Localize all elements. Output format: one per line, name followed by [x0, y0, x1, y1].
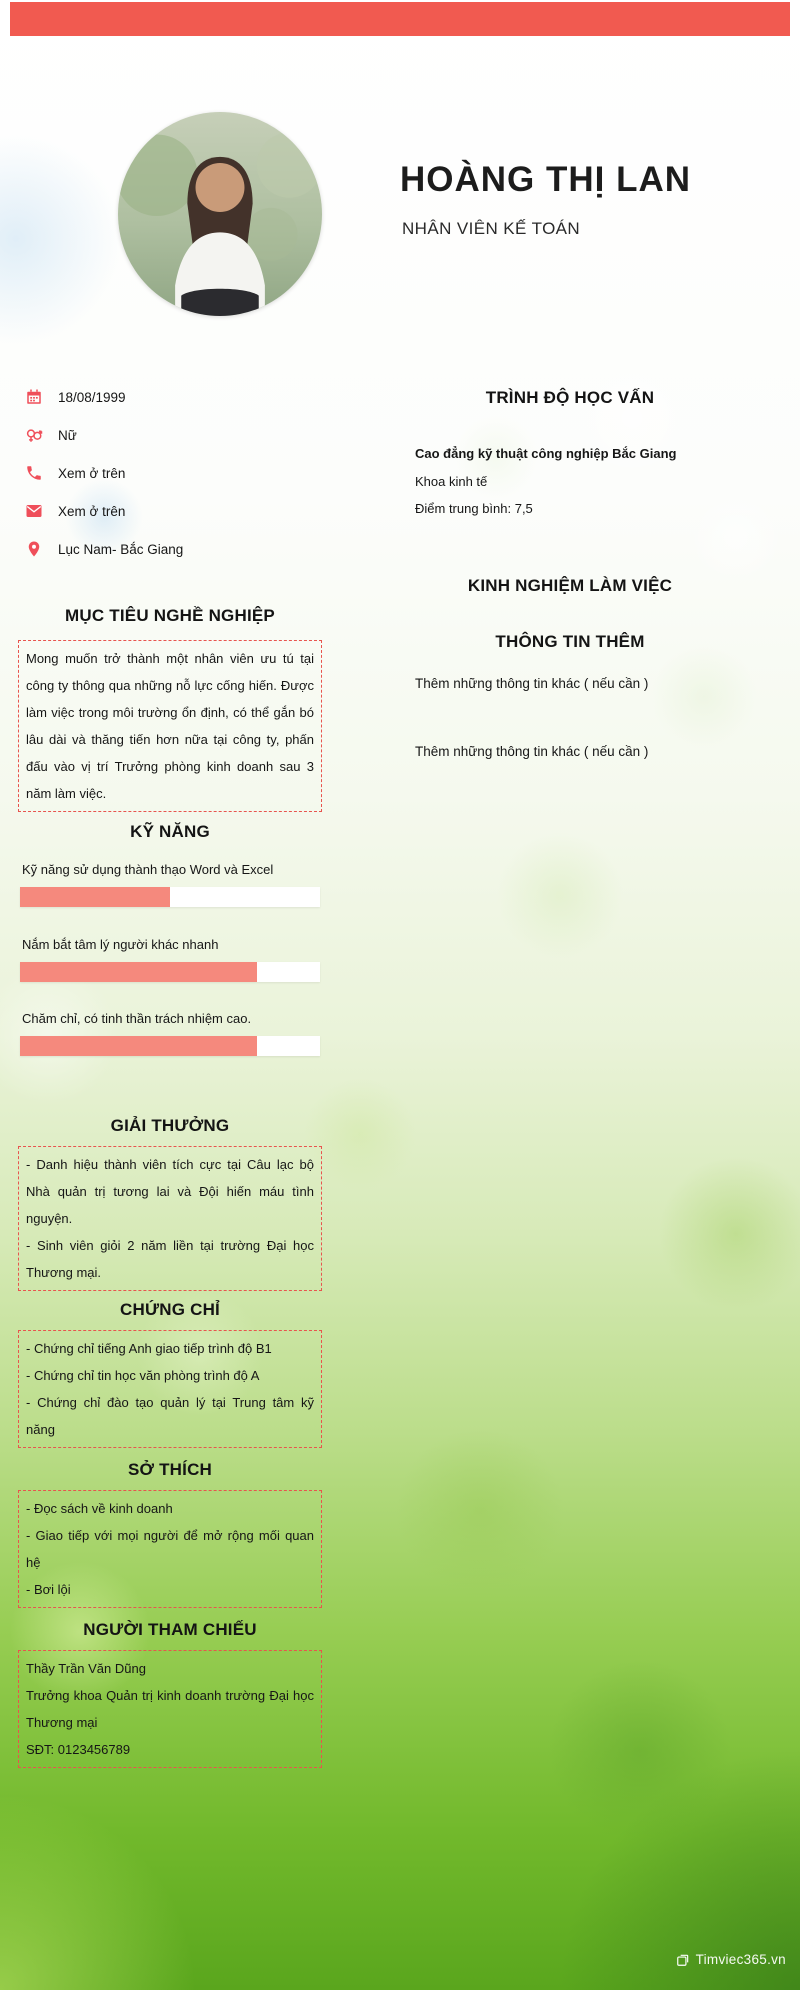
avatar-image: [118, 112, 322, 316]
top-accent-bar: [10, 2, 790, 36]
profile-photo: [118, 112, 322, 316]
skill-bar-fill: [20, 1036, 257, 1056]
candidate-title: NHÂN VIÊN KẾ TOÁN: [402, 219, 581, 238]
education-school: Cao đẳng kỹ thuật công nghiệp Bắc Giang: [415, 446, 677, 461]
award-item: - Sinh viên giỏi 2 năm liền tại trường Đại học Thương mại.: [26, 1238, 314, 1280]
contact-item-text: Lục Nam- Bắc Giang: [58, 541, 184, 557]
education-faculty: Khoa kinh tế: [415, 474, 488, 489]
certificates-box: [18, 1330, 322, 1448]
gender-icon: [25, 426, 43, 444]
skill-bar-fill: [20, 962, 257, 982]
section-heading-awards: GIẢI THƯỞNG: [110, 1116, 230, 1135]
skill-label: Kỹ năng sử dụng thành thạo Word và Excel: [22, 862, 274, 877]
education-gpa: Điểm trung bình: 7,5: [415, 501, 533, 516]
certificate-item: - Chứng chỉ tiếng Anh giao tiếp trình độ B1: [26, 1341, 272, 1356]
contact-item-text: Xem ở trên: [58, 503, 126, 519]
additional-note: Thêm những thông tin khác ( nếu cần ): [415, 676, 649, 691]
contact-item-gender: [25, 416, 325, 454]
section-heading-certificates: CHỨNG CHỈ: [120, 1300, 220, 1319]
hobbies-box: [18, 1490, 322, 1608]
contact-item-address: [25, 530, 325, 568]
contact-list: [25, 378, 325, 568]
skill-bar-fill: [20, 887, 170, 907]
references-box: [18, 1650, 322, 1768]
skill-label: Chăm chỉ, có tinh thần trách nhiệm cao.: [22, 1011, 252, 1026]
section-heading-additional-info: THÔNG TIN THÊM: [495, 632, 645, 651]
calendar-icon: [25, 388, 43, 406]
section-heading-objective: MỤC TIÊU NGHỀ NGHIỆP: [65, 606, 275, 625]
objective-text: Mong muốn trở thành một nhân viên ưu tú tại công ty thông qua những nỗ lực cống hiến. Được làm việc trong môi trường ổn định, có thể gắn bó lâu dài và thăng tiến hơn nữa tại công ty, phấn đấu vào vị trí Trưởng phòng kinh doanh sau 3 năm làm việc.: [26, 651, 314, 801]
email-icon: [25, 502, 43, 520]
skill-bar: [20, 887, 320, 907]
candidate-name: HOÀNG THỊ LAN: [400, 160, 692, 199]
section-heading-experience: KINH NGHIỆM LÀM VIỆC: [467, 576, 673, 595]
hobby-item: - Giao tiếp với mọi người để mở rộng mối quan hệ: [26, 1528, 314, 1570]
copy-icon: [676, 1953, 690, 1967]
skill-bar: [20, 962, 320, 982]
section-heading-references: NGƯỜI THAM CHIẾU: [83, 1620, 257, 1639]
additional-note: Thêm những thông tin khác ( nếu cần ): [415, 744, 649, 759]
hobby-item: - Bơi lội: [26, 1582, 71, 1597]
section-heading-education: TRÌNH ĐỘ HỌC VẤN: [485, 388, 655, 407]
contact-item-text: 18/08/1999: [58, 389, 126, 405]
section-heading-skills: KỸ NĂNG: [130, 822, 210, 841]
watermark: [676, 1952, 786, 1967]
contact-item-text: Nữ: [58, 427, 77, 443]
reference-line: Thầy Trần Văn Dũng: [26, 1661, 146, 1676]
watermark-text: Timviec365.vn: [695, 1952, 786, 1967]
reference-line: SĐT: 0123456789: [26, 1742, 131, 1757]
section-heading-hobbies: SỞ THÍCH: [127, 1460, 213, 1479]
objective-box: [18, 640, 322, 812]
skill-label: Nắm bắt tâm lý người khác nhanh: [22, 937, 219, 952]
certificate-item: - Chứng chỉ tin học văn phòng trình độ A: [26, 1368, 260, 1383]
phone-icon: [25, 464, 43, 482]
hobby-item: - Đọc sách về kinh doanh: [26, 1501, 173, 1516]
contact-item-text: Xem ở trên: [58, 465, 126, 481]
contact-item-birthday: [25, 378, 325, 416]
awards-box: [18, 1146, 322, 1291]
contact-item-phone: [25, 454, 325, 492]
location-icon: [25, 540, 43, 558]
award-item: - Danh hiệu thành viên tích cực tại Câu lạc bộ Nhà quản trị tương lai và Đội hiến máu tình nguyện.: [26, 1157, 314, 1226]
certificate-item: - Chứng chỉ đào tạo quản lý tại Trung tâm kỹ năng: [26, 1395, 314, 1437]
skill-bar: [20, 1036, 320, 1056]
reference-line: Trưởng khoa Quản trị kinh doanh trường Đại học Thương mại: [26, 1688, 314, 1730]
contact-item-email: [25, 492, 325, 530]
